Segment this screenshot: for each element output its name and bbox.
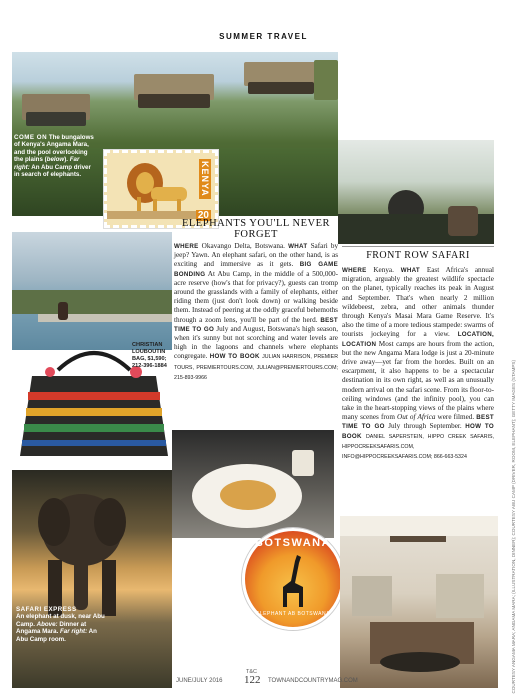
article-2-body: WHERE Kenya. WHAT East Africa's annual migration, arguably the greatest wildlife spectacle on the planet, typically reaches its peak in August and September. That's when nearly 2 million wildebeest, zebra, and other animals thunder through Kenya's Masai Mara Game Reserve. It's also the time of a more tedious stampede: swarms of tourists jockeying for a view. LOCATION, LOCATION Most camps are hours from the action, but the new Angama Mara lodge is just a 20-minute drive away—yet far from the hordes. Built on an escarpment, it also happens to be a spectacular destination in its own right, as well as an unusually modern arrival on the safari scene. From its floor-to-ceiling windows (and the infinity pool), you can take in the heart-stopping views of the plains where many scenes from Out of Africa were filmed. BEST TIME TO GO July through September. HOW TO BOOK DANIEL SAPERSTEIN, HIPPO CREEK SAFARIS, HIPPOCREEKSAFARIS.COM, INFO@HIPPOCREEKSAFARIS.COM; 866-663-5324 [342, 266, 495, 461]
badge-title: BOTSWANA [254, 537, 332, 549]
article-1-title: ELEPHANTS YOU'LL NEVER FORGET [181, 218, 331, 240]
bag-caption: CHRISTIAN LOUBOUTIN BAG, $1,590; 212-396-1884 [132, 342, 167, 369]
website: TOWNANDCOUNTRYMAG.COM [268, 678, 358, 684]
photo-credits: COURTESY ANGAMA MARA; ANGAMA MARA; (ILLUSTRATION, DINNER); COURTESY ABU CAMP (DRIVER, ROOM, ELEPHANT); GETTY IMAGES (STAMPS) [511, 360, 516, 694]
elephant-silhouette [12, 470, 172, 688]
abu-camp-room-photo [340, 516, 498, 688]
section-label: SUMMER TRAVEL [219, 32, 308, 41]
issue-date: JUNE/JULY 2016 [176, 678, 223, 684]
lion-illustration [107, 153, 197, 219]
brand-mark: T&C [246, 669, 257, 675]
article-1-body: WHERE Okavango Delta, Botswana. WHAT Safari by jeep? Yawn. An elephant safari, on the other hand, is as exciting and immersive as it gets. BIG GAME BONDING At Abu Camp, in the middle of a 500,000-acre reserve (how's that for privacy?), guests can tromp around the grasslands with a family of elephants, either riding them (just don't look down) or walking beside them. Instead of peering at the oddly graceful behemoths through a zoom lens, you'll be part of the herd. BEST TIME TO GO July and August, Botswana's high season, when it's sunny but not scorching and water levels are high in the lagoons and channels where elephants congregate. HOW TO BOOK JULIAN HARRISON, PREMIER TOURS, PREMIERTOURS.COM, JULIAN@PREMIERTOURS.COM; 215-893-9966 [174, 242, 339, 381]
badge-subtitle: ELEPHANT AB BOTSWANA [256, 611, 330, 617]
safari-caption: SAFARI EXPRESS An elephant at dusk, near Abu Camp. Above: Dinner at Angama Mara. Far right: An Abu Camp room. [16, 606, 105, 643]
botswana-badge [242, 528, 344, 630]
article-2-rule [342, 246, 494, 247]
page-number: 122 [244, 674, 261, 686]
elephant-photo [12, 470, 172, 688]
lodge-caption: COME ON The bungalows of Kenya's Angama Mara, and the pool overlooking the plains (below). Far right: An Abu Camp driver in search of elephants. [14, 134, 94, 179]
stamp-value: 20 [197, 210, 209, 221]
giraffe-icon [269, 553, 317, 609]
pool-photo [12, 232, 172, 350]
dinner-photo [172, 430, 334, 538]
stamp-country: KENYA [200, 161, 210, 197]
safari-driver-photo [338, 140, 494, 244]
kenya-stamp [104, 150, 218, 228]
article-2-title: FRONT ROW SAFARI [366, 250, 470, 261]
